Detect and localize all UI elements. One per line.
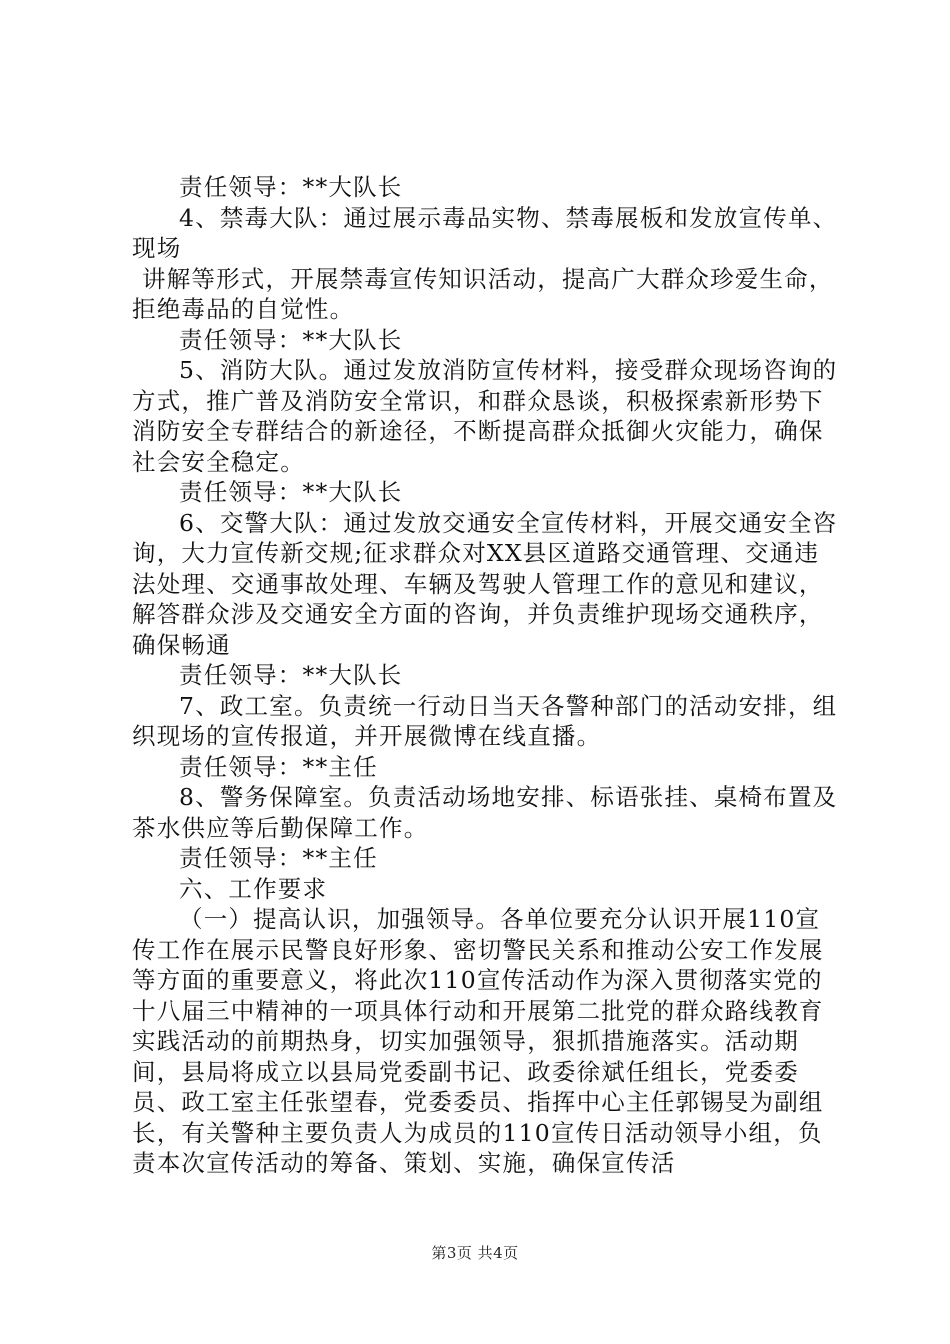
paragraph-14: （一）提高认识，加强领导。各单位要充分认识开展110宣传工作在展示民警良好形象、密切警民关系和推动公安工作发展等方面的重要意义，将此次110宣传活动作为深入贯彻落实党的十八届三中精神的一项具体行动和开展第二批党的群众路线教育实践活动的前期热身，切实加强领导，狠抓措施落实。活动期间，县局将成立以县局党委副书记、政委徐斌任组长，党委委员、政工室主任张望春，党委委员、指挥中心主任郭锡旻为副组长，有关警种主要负责人为成员的110宣传日活动领导小组，负责本次宣传活动的筹备、策划、实施，确保宣传活 (132, 905, 824, 1177)
document-body (132, 172, 838, 1179)
page-footer (0, 1242, 950, 1263)
paragraph-8: 责任领导：**大队长 (179, 661, 403, 689)
paragraph-11: 8、警务保障室。负责活动场地安排、标语张挂、桌椅布置及茶水供应等后勤保障工作。 (132, 783, 838, 842)
paragraph-7: 6、交警大队：通过发放交通安全宣传材料，开展交通安全咨询，大力宣传新交规;征求群众对XX县区道路交通管理、交通违法处理、交通事故处理、车辆及驾驶人管理工作的意见和建议，解答群众涉及交通安全方面的咨询，并负责维护现场交通秩序，确保畅通 (132, 508, 838, 659)
paragraph-1: 责任领导：**大队长 (179, 173, 403, 201)
paragraph-9: 7、政工室。负责统一行动日当天各警种部门的活动安排，组织现场的宣传报道，并开展微博在线直播。 (132, 691, 838, 750)
paragraph-4: 责任领导：**大队长 (179, 325, 403, 354)
paragraph-3: 讲解等形式，开展禁毒宣传知识活动，提高广大群众珍爱生命，拒绝毒品的自觉性。 (132, 264, 834, 323)
paragraph-2: 4、禁毒大队：通过展示毒品实物、禁毒展板和发放宣传单、现场 (132, 203, 838, 262)
page-number: 第3页 共4页 (431, 1244, 519, 1262)
paragraph-6: 责任领导：**大队长 (179, 478, 403, 506)
paragraph-5: 5、消防大队。通过发放消防宣传材料，接受群众现场咨询的方式，推广普及消防安全常识，和群众恳谈，积极探索新形势下消防安全专群结合的新途径，不断提高群众抵御火灾能力，确保社会安全稳定。 (132, 356, 838, 476)
section-heading: 六、工作要求 (179, 874, 328, 903)
paragraph-10: 责任领导：**主任 (179, 752, 378, 781)
paragraph-12: 责任领导：**主任 (179, 844, 378, 872)
